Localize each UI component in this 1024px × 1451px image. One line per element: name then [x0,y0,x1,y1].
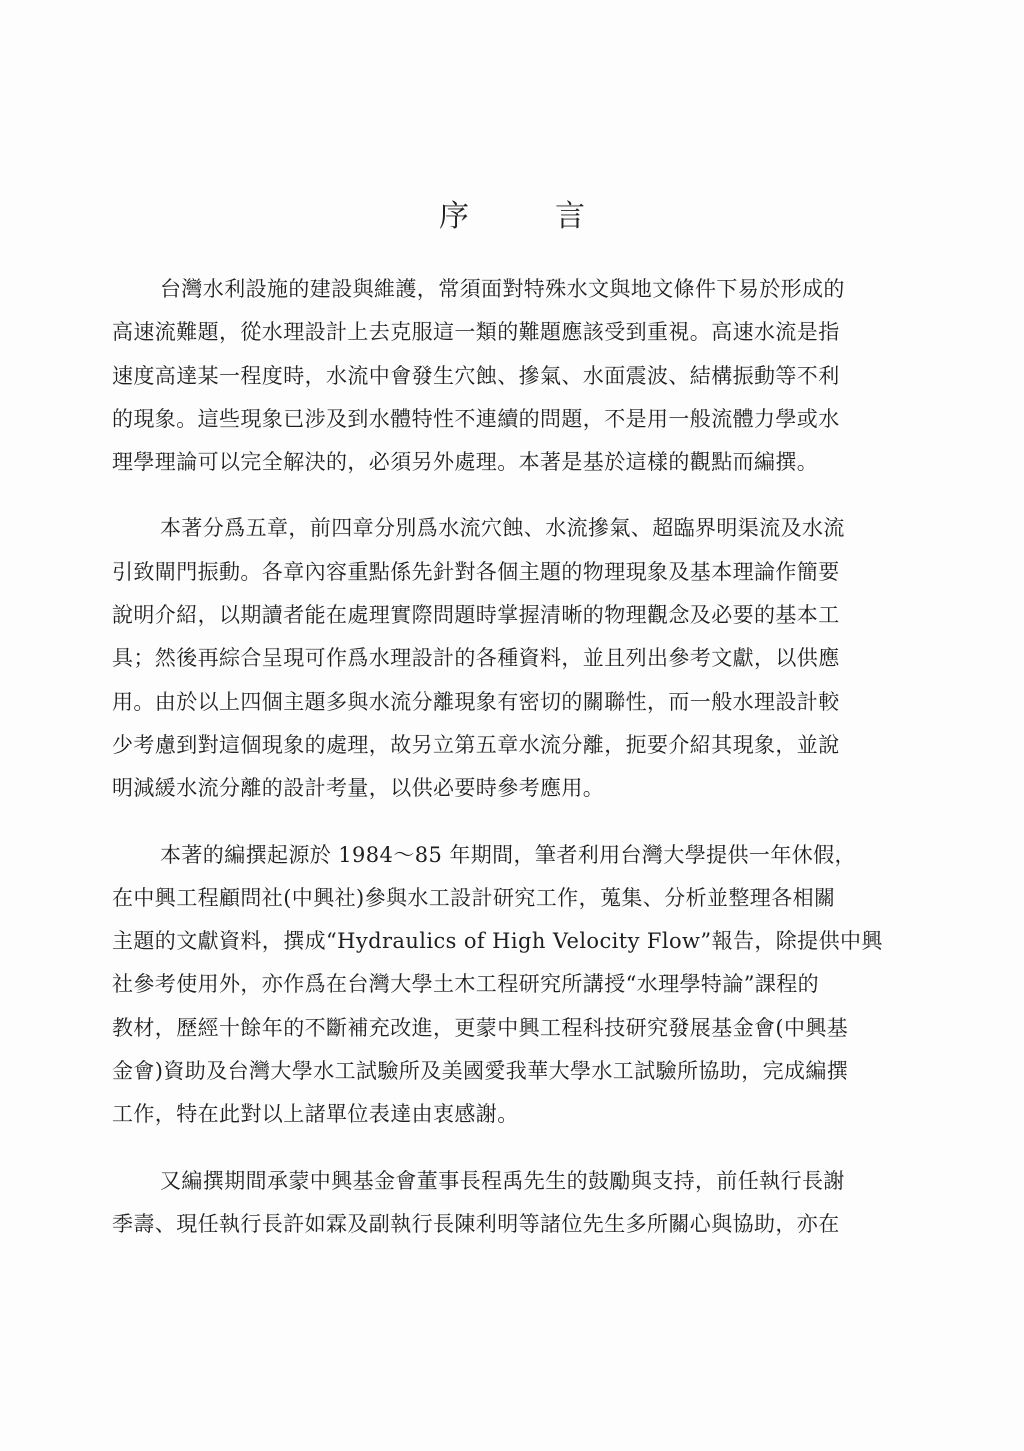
text-line: 本著分爲五章，前四章分別爲水流穴蝕、水流摻氣、超臨界明渠流及水流 [160,516,845,541]
text-line: 季壽、現任執行長許如霖及副執行長陳利明等諸位先生多所關心與協助，亦在 [112,1211,840,1236]
paragraph-2 [112,507,912,810]
text-line: 說明介紹，以期讀者能在處理實際問題時掌握清晰的物理觀念及必要的基本工 [112,603,840,628]
text-line: 本著的編撰起源於 1984～85 年期間，筆者利用台灣大學提供一年休假， [160,842,856,867]
paragraph-4 [112,1160,912,1247]
text-line: 台灣水利設施的建設與維護，常須面對特殊水文與地文條件下易於形成的 [160,277,845,301]
text-line: 教材，歷經十餘年的不斷補充改進，更蒙中興工程科技研究發展基金會(中興基 [112,1015,849,1040]
paragraph-1 [112,268,912,484]
text-line: 又編撰期間承蒙中興基金會董事長程禹先生的鼓勵與支持，前任執行長謝 [160,1168,845,1193]
text-line: 社參考使用外，亦作爲在台灣大學土木工程研究所講授“水理學特論”課程的 [112,972,820,997]
text-line: 少考慮到對這個現象的處理，故另立第五章水流分離，扼要介紹其現象，並說 [112,732,840,757]
text-line: 在中興工程顧問社(中興社)參與水工設計研究工作，蒐集、分析並整理各相關 [112,885,836,910]
text-line: 的現象。這些現象已涉及到水體特性不連續的問題，不是用一般流體力學或水 [112,406,840,431]
text-line: 主題的文獻資料，撰成“Hydraulics of High Velocity Flow”報告，除提供中興 [112,929,883,954]
text-line: 明減緩水流分離的設計考量，以供必要時參考應用。 [112,776,605,801]
text-line: 金會)資助及台灣大學水工試驗所及美國愛我華大學水工試驗所協助，完成編撰 [112,1059,849,1084]
text-line: 高速流難題，從水理設計上去克服這一類的難題應該受到重視。高速水流是指 [112,320,840,345]
text-line: 工作，特在此對以上諸單位表達由衷感謝。 [112,1102,519,1127]
page-title: 序 言 [439,199,613,234]
text-line: 速度高達某一程度時，水流中會發生穴蝕、摻氣、水面震波、結構振動等不利 [112,363,840,388]
preface-body [112,268,912,1269]
paragraph-3 [112,834,912,1137]
text-line: 引致閘門振動。各章內容重點係先針對各個主題的物理現象及基本理論作簡要 [112,559,840,584]
text-line: 理學理論可以完全解決的，必須另外處理。本著是基於這樣的觀點而編撰。 [112,450,819,475]
text-line: 具；然後再綜合呈現可作爲水理設計的各種資料，並且列出參考文獻，以供應 [112,646,840,671]
text-line: 用。由於以上四個主題多與水流分離現象有密切的關聯性，而一般水理設計較 [112,689,840,714]
